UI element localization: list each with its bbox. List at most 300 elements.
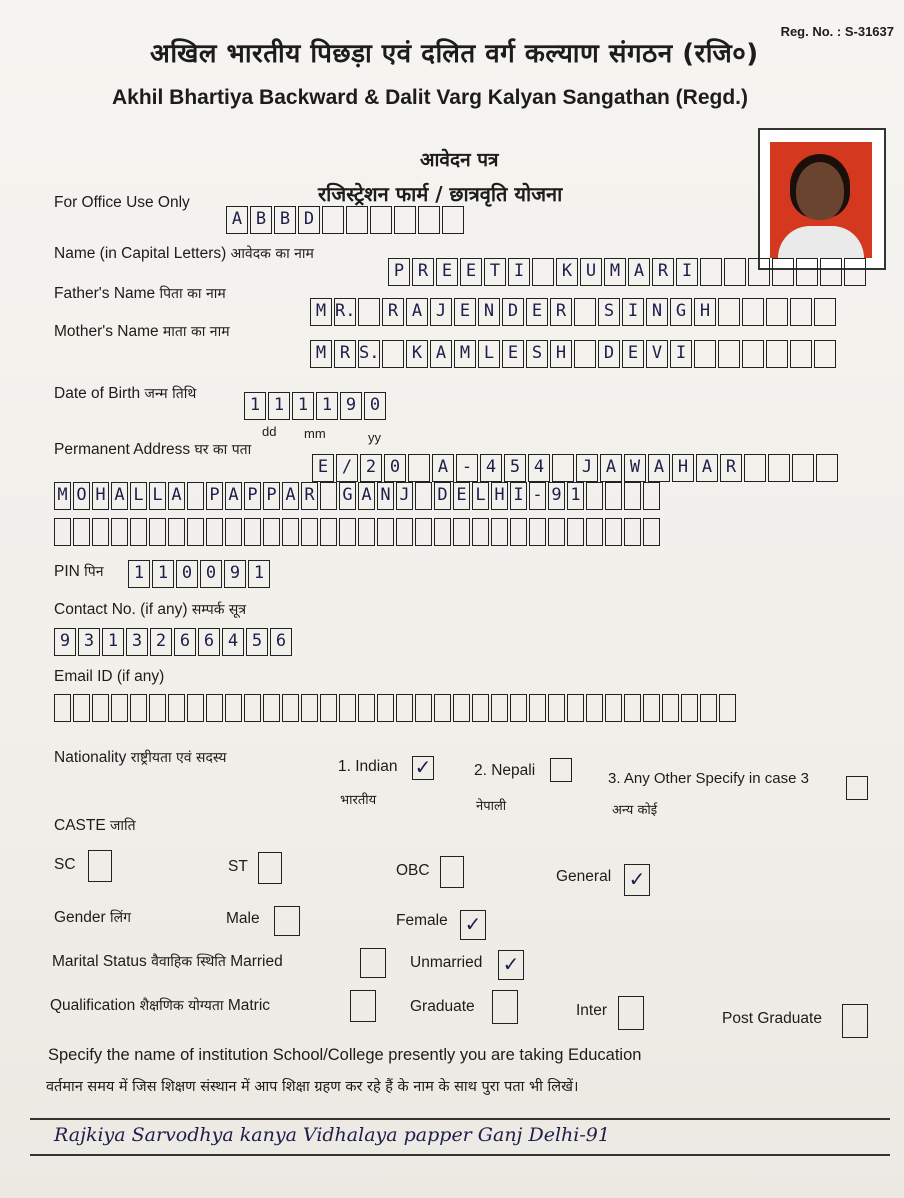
char-box[interactable]: I xyxy=(670,340,692,368)
caste-label-hi: जाति xyxy=(110,818,136,834)
char-box[interactable]: 4 xyxy=(480,454,502,482)
father-name-label xyxy=(54,284,226,303)
char-box[interactable] xyxy=(408,454,430,482)
char-box[interactable]: H xyxy=(491,482,508,510)
name-label xyxy=(54,244,314,263)
char-box[interactable] xyxy=(415,518,432,546)
char-box[interactable]: E xyxy=(526,298,548,326)
char-box[interactable] xyxy=(662,694,679,722)
char-box[interactable] xyxy=(719,694,736,722)
applicant-photo xyxy=(758,128,886,270)
char-box[interactable] xyxy=(382,340,404,368)
char-box[interactable]: R xyxy=(382,298,404,326)
char-box[interactable]: H xyxy=(672,454,694,482)
contact-boxes[interactable] xyxy=(54,628,294,656)
char-box[interactable] xyxy=(574,340,596,368)
char-box[interactable] xyxy=(225,694,242,722)
char-box[interactable]: E xyxy=(453,482,470,510)
marital-unmarried-checkbox[interactable]: ✓ xyxy=(498,950,524,980)
char-box[interactable] xyxy=(766,340,788,368)
char-box[interactable]: M xyxy=(310,298,332,326)
char-box[interactable] xyxy=(472,518,489,546)
char-box[interactable]: A xyxy=(225,482,242,510)
char-box[interactable]: 1 xyxy=(128,560,150,588)
char-box[interactable]: - xyxy=(529,482,546,510)
qualification-inter-label: Inter xyxy=(576,1002,608,1019)
char-box[interactable] xyxy=(263,518,280,546)
char-box[interactable] xyxy=(370,206,392,234)
caste-st-checkbox[interactable] xyxy=(258,852,282,884)
char-box[interactable]: 1 xyxy=(316,392,338,420)
char-box[interactable]: E xyxy=(460,258,482,286)
char-box[interactable]: A xyxy=(358,482,375,510)
char-box[interactable]: 2 xyxy=(150,628,172,656)
qualification-matric-checkbox[interactable] xyxy=(350,990,376,1022)
marital-unmarried-label: Unmarried xyxy=(410,954,483,971)
char-box[interactable] xyxy=(206,694,223,722)
char-box[interactable] xyxy=(718,298,740,326)
nationality-indian-label: 1. Indian xyxy=(338,758,398,775)
char-box[interactable]: P xyxy=(244,482,261,510)
char-box[interactable]: M xyxy=(454,340,476,368)
gender-label-hi: लिंग xyxy=(110,910,132,926)
address-line3-boxes[interactable] xyxy=(54,518,662,546)
char-box[interactable]: N xyxy=(377,482,394,510)
char-box[interactable] xyxy=(149,694,166,722)
char-box[interactable] xyxy=(244,518,261,546)
char-box[interactable] xyxy=(742,298,764,326)
char-box[interactable]: 2 xyxy=(360,454,382,482)
contact-label-hi: सम्पर्क सूत्र xyxy=(191,602,247,618)
char-box[interactable]: R xyxy=(550,298,572,326)
char-box[interactable] xyxy=(396,694,413,722)
char-box[interactable]: G xyxy=(670,298,692,326)
char-box[interactable]: E xyxy=(502,340,524,368)
char-box[interactable]: R. xyxy=(334,298,356,326)
qualification-graduate-label: Graduate xyxy=(410,998,475,1015)
char-box[interactable] xyxy=(820,258,842,286)
gender-label-en: Gender xyxy=(54,909,106,926)
char-box[interactable] xyxy=(322,206,344,234)
contact-label-en: Contact No. (if any) xyxy=(54,601,188,618)
nationality-indian-checkbox[interactable]: ✓ xyxy=(412,756,434,780)
char-box[interactable] xyxy=(681,694,698,722)
char-box[interactable]: 6 xyxy=(270,628,292,656)
char-box[interactable] xyxy=(552,454,574,482)
char-box[interactable]: P xyxy=(263,482,280,510)
char-box[interactable] xyxy=(532,258,554,286)
email-boxes[interactable] xyxy=(54,694,738,722)
char-box[interactable] xyxy=(377,694,394,722)
char-box[interactable]: J xyxy=(576,454,598,482)
char-box[interactable] xyxy=(434,694,451,722)
char-box[interactable] xyxy=(529,518,546,546)
char-box[interactable] xyxy=(320,518,337,546)
char-box[interactable] xyxy=(814,340,836,368)
char-box[interactable]: H xyxy=(550,340,572,368)
char-box[interactable]: M xyxy=(54,482,71,510)
institution-line-1 xyxy=(30,1118,890,1120)
marital-married-checkbox[interactable] xyxy=(360,948,386,978)
char-box[interactable] xyxy=(73,518,90,546)
char-box[interactable]: H xyxy=(92,482,109,510)
char-box[interactable] xyxy=(844,258,866,286)
address-label-hi: घर का पता xyxy=(194,442,252,458)
char-box[interactable] xyxy=(472,694,489,722)
office-use-boxes[interactable] xyxy=(226,206,466,234)
char-box[interactable]: L xyxy=(149,482,166,510)
qualification-matric-label: Matric xyxy=(227,997,271,1014)
char-box[interactable]: A xyxy=(648,454,670,482)
address-line1-boxes[interactable] xyxy=(312,454,840,482)
photo-face xyxy=(796,162,844,220)
char-box[interactable]: 9 xyxy=(548,482,565,510)
gender-male-checkbox[interactable] xyxy=(274,906,300,936)
char-box[interactable]: T xyxy=(484,258,506,286)
char-box[interactable] xyxy=(206,518,223,546)
char-box[interactable]: 1 xyxy=(567,482,584,510)
char-box[interactable]: - xyxy=(456,454,478,482)
char-box[interactable] xyxy=(187,482,204,510)
char-box[interactable] xyxy=(54,694,71,722)
char-box[interactable] xyxy=(816,454,838,482)
char-box[interactable] xyxy=(510,694,527,722)
char-box[interactable] xyxy=(624,518,641,546)
institution-line-2 xyxy=(30,1154,890,1156)
qualification-graduate-checkbox[interactable] xyxy=(492,990,518,1024)
char-box[interactable]: I xyxy=(622,298,644,326)
char-box[interactable] xyxy=(282,518,299,546)
char-box[interactable]: 5 xyxy=(504,454,526,482)
dob-label xyxy=(54,384,196,403)
char-box[interactable]: 9 xyxy=(224,560,246,588)
char-box[interactable]: P xyxy=(206,482,223,510)
char-box[interactable] xyxy=(168,518,185,546)
caste-sc-checkbox[interactable] xyxy=(88,850,112,882)
char-box[interactable]: P xyxy=(388,258,410,286)
char-box[interactable] xyxy=(73,694,90,722)
char-box[interactable] xyxy=(187,694,204,722)
marital-label-hi: वैवाहिक स्थिति xyxy=(151,954,226,970)
organization-title-hindi: अखिल भारतीय पिछड़ा एवं दलित वर्ग कल्याण संगठन (रजि०) xyxy=(150,39,759,69)
char-box[interactable]: A xyxy=(282,482,299,510)
char-box[interactable] xyxy=(605,518,622,546)
char-box[interactable] xyxy=(814,298,836,326)
char-box[interactable]: S xyxy=(526,340,548,368)
nationality-nepali-hi: नेपाली xyxy=(476,799,507,814)
char-box[interactable] xyxy=(586,482,603,510)
qualification-inter-checkbox[interactable] xyxy=(618,996,644,1030)
char-box[interactable] xyxy=(643,482,660,510)
qualification-label-hi: शैक्षणिक योग्यता xyxy=(139,998,224,1014)
char-box[interactable] xyxy=(548,518,565,546)
caste-obc-label: OBC xyxy=(396,862,430,879)
char-box[interactable]: A xyxy=(430,340,452,368)
organization-title-english: Akhil Bhartiya Backward & Dalit Varg Kalyan Sangathan (Regd.) xyxy=(112,86,748,109)
char-box[interactable]: 0 xyxy=(176,560,198,588)
char-box[interactable] xyxy=(567,518,584,546)
char-box[interactable]: 0 xyxy=(364,392,386,420)
mother-name-label xyxy=(54,322,230,341)
char-box[interactable]: 1 xyxy=(268,392,290,420)
nationality-nepali-label: 2. Nepali xyxy=(474,762,536,779)
char-box[interactable]: 9 xyxy=(54,628,76,656)
char-box[interactable]: L xyxy=(472,482,489,510)
nationality-indian-hi: भारतीय xyxy=(340,793,377,808)
char-box[interactable] xyxy=(320,482,337,510)
char-box[interactable] xyxy=(718,340,740,368)
char-box[interactable]: J xyxy=(430,298,452,326)
char-box[interactable]: D xyxy=(598,340,620,368)
char-box[interactable] xyxy=(149,518,166,546)
char-box[interactable]: O xyxy=(73,482,90,510)
char-box[interactable] xyxy=(768,454,790,482)
char-box[interactable]: L xyxy=(130,482,147,510)
char-box[interactable] xyxy=(491,518,508,546)
caste-label xyxy=(54,816,136,835)
pin-boxes[interactable] xyxy=(128,560,272,588)
nationality-other-label: 3. Any Other Specify in case 3 xyxy=(608,770,809,787)
char-box[interactable] xyxy=(790,340,812,368)
char-box[interactable] xyxy=(567,694,584,722)
char-box[interactable]: 1 xyxy=(244,392,266,420)
char-box[interactable] xyxy=(418,206,440,234)
char-box[interactable]: B xyxy=(250,206,272,234)
char-box[interactable]: E xyxy=(436,258,458,286)
char-box[interactable]: 3 xyxy=(78,628,100,656)
char-box[interactable] xyxy=(339,694,356,722)
char-box[interactable]: R xyxy=(412,258,434,286)
char-box[interactable]: S. xyxy=(358,340,380,368)
name-boxes[interactable] xyxy=(388,258,868,286)
char-box[interactable] xyxy=(491,694,508,722)
char-box[interactable] xyxy=(796,258,818,286)
dob-mm-hint: mm xyxy=(304,426,326,441)
char-box[interactable]: U xyxy=(580,258,602,286)
char-box[interactable] xyxy=(301,694,318,722)
qualification-label xyxy=(50,996,270,1015)
gender-female-label: Female xyxy=(396,912,448,929)
char-box[interactable]: 4 xyxy=(222,628,244,656)
pin-label-en: PIN xyxy=(54,563,80,580)
char-box[interactable] xyxy=(510,518,527,546)
char-box[interactable] xyxy=(772,258,794,286)
char-box[interactable]: A xyxy=(168,482,185,510)
char-box[interactable] xyxy=(396,518,413,546)
address-label xyxy=(54,440,251,459)
char-box[interactable]: A xyxy=(111,482,128,510)
char-box[interactable] xyxy=(694,340,716,368)
char-box[interactable] xyxy=(394,206,416,234)
char-box[interactable]: H xyxy=(694,298,716,326)
address-line2-boxes[interactable] xyxy=(54,482,662,510)
char-box[interactable]: A xyxy=(432,454,454,482)
dob-dd-hint: dd xyxy=(262,424,277,439)
char-box[interactable] xyxy=(92,518,109,546)
pin-label-hi: पिन xyxy=(84,564,104,580)
char-box[interactable]: 0 xyxy=(384,454,406,482)
char-box[interactable]: V xyxy=(646,340,668,368)
char-box[interactable] xyxy=(529,694,546,722)
char-box[interactable] xyxy=(790,298,812,326)
char-box[interactable] xyxy=(586,694,603,722)
char-box[interactable] xyxy=(453,518,470,546)
char-box[interactable] xyxy=(358,694,375,722)
char-box[interactable] xyxy=(700,258,722,286)
char-box[interactable] xyxy=(742,340,764,368)
char-box[interactable]: D xyxy=(502,298,524,326)
registration-number: Reg. No. : S-31637 xyxy=(780,24,894,39)
char-box[interactable] xyxy=(586,518,603,546)
mother-label-en: Mother's Name xyxy=(54,323,159,340)
caste-obc-checkbox[interactable] xyxy=(440,856,464,888)
char-box[interactable] xyxy=(168,694,185,722)
char-box[interactable] xyxy=(434,518,451,546)
char-box[interactable]: R xyxy=(301,482,318,510)
char-box[interactable]: A xyxy=(696,454,718,482)
qualification-label-en: Qualification xyxy=(50,997,136,1014)
marital-label xyxy=(52,952,283,971)
char-box[interactable]: I xyxy=(508,258,530,286)
char-box[interactable]: A xyxy=(226,206,248,234)
char-box[interactable]: R xyxy=(334,340,356,368)
char-box[interactable] xyxy=(111,694,128,722)
char-box[interactable]: A xyxy=(600,454,622,482)
char-box[interactable] xyxy=(766,298,788,326)
char-box[interactable] xyxy=(358,518,375,546)
char-box[interactable]: 9 xyxy=(340,392,362,420)
nationality-other-checkbox[interactable] xyxy=(846,776,868,800)
char-box[interactable] xyxy=(744,454,766,482)
char-box[interactable]: W xyxy=(624,454,646,482)
char-box[interactable] xyxy=(574,298,596,326)
char-box[interactable] xyxy=(339,518,356,546)
char-box[interactable] xyxy=(748,258,770,286)
char-box[interactable]: 0 xyxy=(200,560,222,588)
char-box[interactable]: K xyxy=(556,258,578,286)
dob-yy-hint: yy xyxy=(368,430,381,445)
char-box[interactable]: 1 xyxy=(292,392,314,420)
char-box[interactable]: / xyxy=(336,454,358,482)
char-box[interactable] xyxy=(724,258,746,286)
char-box[interactable]: 5 xyxy=(246,628,268,656)
gender-female-checkbox[interactable]: ✓ xyxy=(460,910,486,940)
char-box[interactable]: D xyxy=(298,206,320,234)
char-box[interactable]: A xyxy=(628,258,650,286)
father-label-en: Father's Name xyxy=(54,285,156,302)
char-box[interactable]: S xyxy=(598,298,620,326)
char-box[interactable] xyxy=(605,694,622,722)
char-box[interactable] xyxy=(92,694,109,722)
char-box[interactable] xyxy=(415,694,432,722)
char-box[interactable] xyxy=(130,694,147,722)
char-box[interactable]: 6 xyxy=(174,628,196,656)
char-box[interactable]: M xyxy=(604,258,626,286)
char-box[interactable] xyxy=(130,518,147,546)
char-box[interactable]: B xyxy=(274,206,296,234)
gender-label xyxy=(54,908,131,927)
institution-value[interactable]: Rajkiya Sarvodhya kanya Vidhalaya papper Ganj Delhi-91 xyxy=(54,1124,610,1146)
char-box[interactable]: N xyxy=(646,298,668,326)
char-box[interactable] xyxy=(700,694,717,722)
mother-name-boxes[interactable] xyxy=(310,340,838,368)
char-box[interactable] xyxy=(225,518,242,546)
caste-label-en: CASTE xyxy=(54,817,106,834)
char-box[interactable] xyxy=(263,694,280,722)
char-box[interactable] xyxy=(320,694,337,722)
char-box[interactable] xyxy=(643,518,660,546)
qualification-pg-label: Post Graduate xyxy=(722,1010,822,1027)
char-box[interactable]: 3 xyxy=(126,628,148,656)
char-box[interactable]: 1 xyxy=(248,560,270,588)
char-box[interactable]: 1 xyxy=(102,628,124,656)
char-box[interactable] xyxy=(792,454,814,482)
address-label-en: Permanent Address xyxy=(54,441,191,458)
caste-general-label: General xyxy=(556,868,612,885)
char-box[interactable]: E xyxy=(622,340,644,368)
char-box[interactable]: I xyxy=(676,258,698,286)
qualification-pg-checkbox[interactable] xyxy=(842,1004,868,1038)
char-box[interactable]: E xyxy=(312,454,334,482)
form-type: रजिस्ट्रेशन फार्म / छात्रवृति योजना xyxy=(318,182,563,206)
char-box[interactable]: N xyxy=(478,298,500,326)
char-box[interactable] xyxy=(624,482,641,510)
char-box[interactable] xyxy=(358,298,380,326)
father-name-boxes[interactable] xyxy=(310,298,838,326)
char-box[interactable] xyxy=(453,694,470,722)
nationality-label xyxy=(54,748,226,767)
nationality-nepali-checkbox[interactable] xyxy=(550,758,572,782)
char-box[interactable]: 1 xyxy=(152,560,174,588)
char-box[interactable] xyxy=(187,518,204,546)
char-box[interactable] xyxy=(346,206,368,234)
dob-boxes[interactable] xyxy=(244,392,388,420)
caste-general-checkbox[interactable]: ✓ xyxy=(624,864,650,896)
char-box[interactable] xyxy=(605,482,622,510)
char-box[interactable]: L xyxy=(478,340,500,368)
char-box[interactable]: K xyxy=(406,340,428,368)
char-box[interactable] xyxy=(643,694,660,722)
char-box[interactable]: R xyxy=(652,258,674,286)
char-box[interactable] xyxy=(301,518,318,546)
name-label-en: Name (in Capital Letters) xyxy=(54,245,227,262)
char-box[interactable] xyxy=(377,518,394,546)
char-box[interactable] xyxy=(548,694,565,722)
char-box[interactable] xyxy=(244,694,261,722)
dob-label-en: Date of Birth xyxy=(54,385,141,402)
caste-sc-label: SC xyxy=(54,856,76,873)
char-box[interactable]: M xyxy=(310,340,332,368)
char-box[interactable]: 6 xyxy=(198,628,220,656)
char-box[interactable]: E xyxy=(454,298,476,326)
gender-male-label: Male xyxy=(226,910,260,927)
office-use-label: For Office Use Only xyxy=(54,194,190,211)
char-box[interactable]: A xyxy=(406,298,428,326)
char-box[interactable] xyxy=(624,694,641,722)
char-box[interactable]: G xyxy=(339,482,356,510)
char-box[interactable] xyxy=(442,206,464,234)
char-box[interactable] xyxy=(415,482,432,510)
char-box[interactable]: D xyxy=(434,482,451,510)
char-box[interactable] xyxy=(54,518,71,546)
char-box[interactable]: J xyxy=(396,482,413,510)
char-box[interactable]: 4 xyxy=(528,454,550,482)
institution-label-hi: वर्तमान समय में जिस शिक्षण संस्थान में आप शिक्षा ग्रहण कर रहे हैं के नाम के साथ पुरा पता भी लिखें। xyxy=(46,1079,579,1095)
char-box[interactable]: R xyxy=(720,454,742,482)
char-box[interactable]: I xyxy=(510,482,527,510)
char-box[interactable] xyxy=(282,694,299,722)
char-box[interactable] xyxy=(111,518,128,546)
